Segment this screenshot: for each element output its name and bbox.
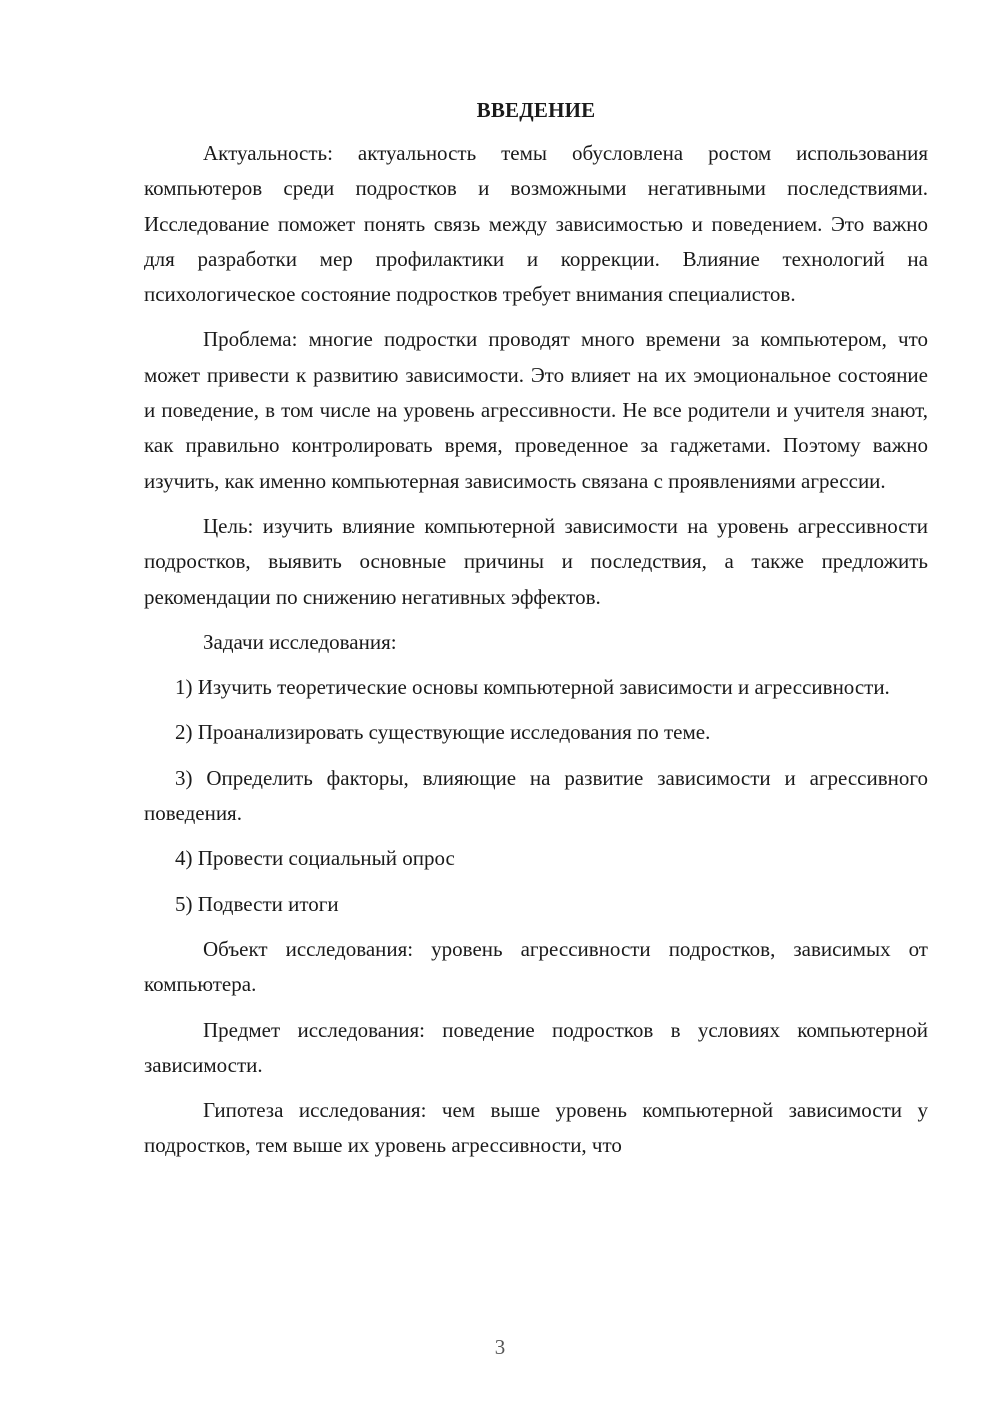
paragraph-relevance: Актуальность: актуальность темы обусловлена ростом использования компьютеров среди подростков и возможными негативными последствиями. Исследование поможет понять связь между зависимостью и поведением. Это важно для разработки мер профилактики и коррекции. Влияние технологий на психологическое состояние подростков требует внимания специалистов. — [144, 141, 928, 307]
paragraph-subject: Предмет исследования: поведение подростков в условиях компьютерной зависимости. — [144, 1017, 928, 1077]
page-number: 3 — [494, 1335, 506, 1359]
paragraph-hypothesis: Гипотеза исследования: чем выше уровень компьютерной зависимости у подростков, тем выше их уровень агрессивности, что — [144, 1098, 928, 1158]
tasks-heading: Задачи исследования: — [203, 629, 397, 654]
paragraph-goal: Цель: изучить влияние компьютерной зависимости на уровень агрессивности подростков, выявить основные причины и последствия, а также предложить рекомендации по снижению негативных эффектов. — [144, 513, 928, 609]
list-item: 3) Определить факторы, влияющие на развитие зависимости и агрессивного поведения. — [144, 765, 928, 826]
tasks-list — [144, 670, 928, 922]
list-item: 2) Проанализировать существующие исследования по теме. — [175, 720, 711, 745]
paragraph-object: Объект исследования: уровень агрессивности подростков, зависимых от компьютера. — [144, 936, 928, 997]
list-item: 5) Подвести итоги — [175, 891, 339, 916]
list-item: 1) Изучить теоретические основы компьютерной зависимости и агрессивности. — [175, 675, 890, 700]
page-body — [144, 94, 928, 1174]
paragraph-problem: Проблема: многие подростки проводят много времени за компьютером, что может привести к развитию зависимости. Это влияет на их эмоциональное состояние и поведение, в том числе на уровень агрессивности. Не все родители и учителя знают, как правильно контролировать время, проведенное за гаджетами. Поэтому важно изучить, как именно компьютерная зависимость связана с проявлениями агрессии. — [144, 327, 928, 493]
page-heading: ВВЕДЕНИЕ — [476, 98, 596, 122]
list-item: 4) Провести социальный опрос — [175, 846, 455, 871]
